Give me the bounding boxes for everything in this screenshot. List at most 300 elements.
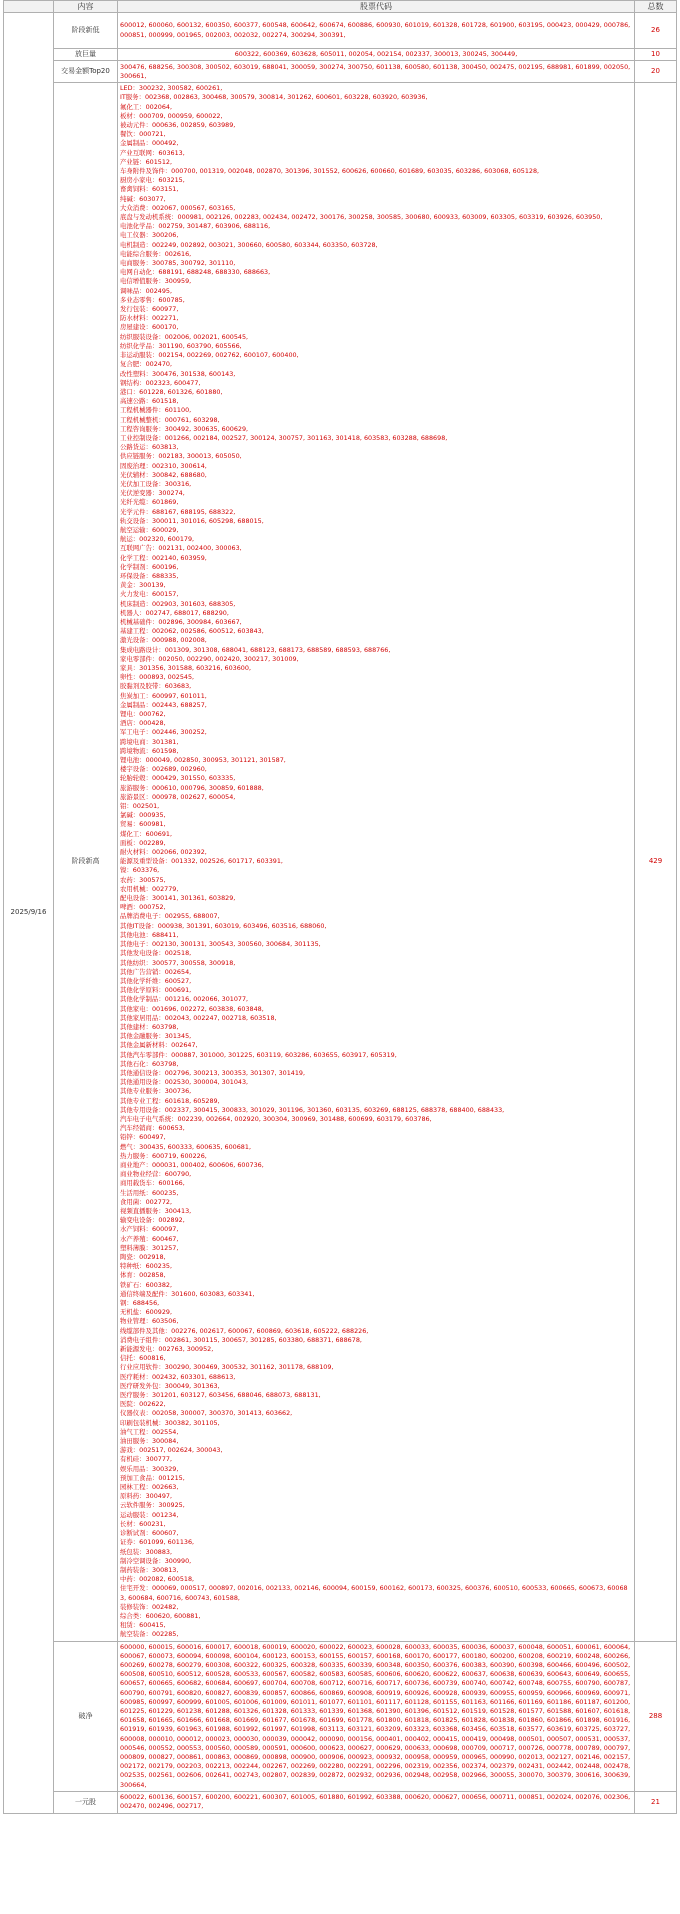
industry-codes: 600235, bbox=[151, 1188, 179, 1197]
industry-separator: ： bbox=[132, 1253, 140, 1261]
industry-line bbox=[120, 508, 632, 517]
industry-line bbox=[120, 1492, 632, 1501]
industry-line bbox=[120, 692, 632, 701]
industry-line bbox=[120, 784, 632, 793]
industry-name: 新能源发电 bbox=[120, 1345, 152, 1354]
industry-codes: 002896, 300984, 603667, bbox=[158, 617, 242, 626]
industry-separator: ： bbox=[151, 1501, 159, 1510]
industry-line bbox=[120, 1124, 632, 1133]
industry-line bbox=[120, 701, 632, 710]
industry-separator: ： bbox=[132, 1519, 140, 1528]
industry-line bbox=[120, 894, 632, 903]
industry-separator: ： bbox=[139, 1262, 146, 1271]
industry-name: 机器人 bbox=[120, 608, 140, 617]
industry-name: 商用载货车 bbox=[120, 1179, 152, 1188]
industry-separator: ： bbox=[145, 1225, 152, 1234]
industry-name: 黄金 bbox=[120, 581, 133, 590]
industry-codes: 002903, 301603, 688305, bbox=[151, 599, 236, 608]
industry-name: 固废治理 bbox=[120, 461, 146, 470]
industry-name: 其他家电 bbox=[120, 1004, 146, 1013]
industry-separator: ： bbox=[139, 1547, 146, 1556]
industry-name: 锂电池 bbox=[120, 756, 140, 765]
industry-separator: ： bbox=[158, 912, 165, 921]
industry-codes: 002858, bbox=[139, 1271, 166, 1280]
industry-separator: ： bbox=[145, 1510, 152, 1519]
industry-separator: ： bbox=[158, 1032, 165, 1041]
industry-separator: ： bbox=[151, 295, 159, 304]
industry-codes: 002067, 000567, 603165, bbox=[151, 203, 236, 212]
industry-separator: ： bbox=[158, 1096, 165, 1105]
industry-separator: ： bbox=[145, 1483, 152, 1492]
industry-codes: 301381, bbox=[151, 737, 179, 746]
industry-codes: 300476, 301538, 600143, bbox=[151, 369, 236, 378]
industry-separator: ： bbox=[132, 581, 140, 590]
industry-name: 工程机械器件 bbox=[120, 406, 159, 415]
industry-codes: 002310, 300614, bbox=[151, 461, 207, 470]
industry-codes: 002271, bbox=[151, 314, 179, 323]
industry-line bbox=[120, 1557, 632, 1566]
industry-name: 其他金属新材料 bbox=[120, 1041, 165, 1050]
industry-name: 其他专业工程 bbox=[120, 1096, 159, 1105]
industry-line bbox=[120, 756, 632, 765]
industry-line bbox=[120, 839, 632, 848]
industry-name: 高速公路 bbox=[120, 397, 146, 406]
industry-codes: 301600, 603083, 603341, bbox=[171, 1289, 255, 1298]
industry-codes: 603613, bbox=[158, 148, 185, 157]
industry-line bbox=[120, 673, 632, 682]
industry-codes: 002323, 600477, bbox=[145, 378, 201, 387]
industry-codes: 600977, bbox=[151, 305, 179, 314]
industry-separator: ： bbox=[145, 765, 152, 774]
industry-codes: 301356, 301588, 603216, 603600, bbox=[139, 664, 251, 672]
industry-separator: ： bbox=[151, 489, 159, 498]
industry-line bbox=[120, 554, 632, 563]
industry-name: 油田服务 bbox=[120, 1437, 146, 1446]
industry-line bbox=[120, 149, 632, 158]
industry-separator: ： bbox=[145, 516, 152, 525]
industry-name: 铝 bbox=[120, 802, 127, 811]
total-cell: 288 bbox=[635, 1641, 677, 1791]
industry-line bbox=[120, 1621, 632, 1630]
industry-separator: ： bbox=[145, 1602, 152, 1611]
header-codes: 股票代码 bbox=[118, 1, 635, 13]
industry-separator: ： bbox=[145, 1427, 152, 1436]
industry-separator: ： bbox=[145, 1529, 152, 1538]
industry-separator: ： bbox=[158, 1087, 165, 1096]
industry-codes: 601598, bbox=[151, 746, 179, 755]
industry-separator: ： bbox=[139, 1197, 146, 1206]
industry-line bbox=[120, 811, 632, 820]
industry-name: 底盘与发动机系统 bbox=[120, 213, 172, 222]
industry-codes: 002796, 300213, 300353, 301307, 301419, bbox=[164, 1068, 305, 1077]
industry-separator: ： bbox=[151, 341, 159, 350]
industry-line bbox=[120, 241, 632, 250]
industry-line bbox=[120, 1179, 632, 1188]
industry-separator: ： bbox=[145, 1243, 152, 1252]
industry-separator: ： bbox=[145, 231, 152, 240]
industry-separator: ： bbox=[132, 719, 140, 728]
industry-name: 其他IT设备 bbox=[120, 921, 152, 930]
industry-codes: 688411, bbox=[151, 930, 179, 939]
industry-codes: 002446, 300252, bbox=[151, 728, 207, 737]
industry-codes: 300842, 688680, bbox=[151, 470, 207, 479]
industry-name: 防水材料 bbox=[120, 314, 146, 323]
industry-separator: ： bbox=[145, 397, 152, 406]
industry-line bbox=[120, 949, 632, 958]
industry-separator: ： bbox=[145, 1022, 152, 1031]
industry-separator: ： bbox=[145, 627, 152, 636]
industry-codes: 300435, 600333, 600635, 600681, bbox=[139, 1142, 251, 1151]
industry-codes: 300011, 301016, 605298, 688015, bbox=[151, 516, 264, 525]
industry-name: 线缆部件及其他 bbox=[120, 1326, 165, 1335]
industry-separator: ： bbox=[132, 387, 140, 396]
industry-codes: 001215, bbox=[158, 1473, 185, 1482]
industry-name: 视频直播服务 bbox=[120, 1206, 159, 1215]
industry-codes: 600170, bbox=[151, 323, 179, 332]
industry-line bbox=[120, 1382, 632, 1391]
industry-line bbox=[120, 452, 632, 461]
industry-codes: 002517, 002624, 300043, bbox=[139, 1446, 223, 1455]
industry-name: 其他通信设备 bbox=[120, 1068, 159, 1077]
industry-name: 集成电路设计 bbox=[120, 645, 159, 654]
industry-line bbox=[120, 1446, 632, 1455]
industry-separator: ： bbox=[158, 332, 165, 341]
industry-separator: ： bbox=[158, 1078, 165, 1087]
industry-codes: 300925, bbox=[158, 1501, 185, 1510]
industry-codes: 600929, bbox=[145, 1308, 172, 1317]
industry-line bbox=[120, 139, 632, 148]
industry-codes: 300316, bbox=[164, 479, 192, 488]
industry-codes: 300382, 301105, bbox=[164, 1418, 220, 1427]
industry-name: 中药 bbox=[120, 1575, 133, 1584]
industry-separator: ： bbox=[164, 857, 172, 866]
industry-name: 其他电子 bbox=[120, 940, 146, 949]
category-cell: 阶段新高 bbox=[54, 83, 118, 1641]
industry-name: 基建工程 bbox=[120, 627, 146, 636]
industry-line bbox=[120, 1170, 632, 1179]
industry-codes: 300274, bbox=[158, 489, 185, 498]
industry-separator: ： bbox=[132, 1133, 140, 1142]
industry-separator: ： bbox=[151, 452, 159, 461]
industry-line bbox=[120, 1520, 632, 1529]
industry-name: 装修装饰 bbox=[120, 1602, 146, 1611]
industry-line bbox=[120, 462, 632, 471]
industry-codes: 002006, 002021, 600545, bbox=[164, 332, 249, 341]
industry-separator: ： bbox=[151, 1179, 159, 1188]
industry-name: 多业态零售 bbox=[120, 295, 152, 304]
industry-codes: 601512, bbox=[145, 157, 172, 166]
industry-codes: 600097, bbox=[151, 1225, 179, 1234]
industry-name: 消费电子组件 bbox=[120, 1335, 159, 1344]
industry-separator: ： bbox=[139, 1308, 146, 1317]
industry-name: 其他专用设备 bbox=[120, 1105, 159, 1114]
industry-separator: ： bbox=[145, 139, 152, 148]
industry-separator: ： bbox=[151, 1345, 159, 1354]
industry-separator: ： bbox=[132, 1400, 140, 1409]
industry-name: 改性塑料 bbox=[120, 369, 146, 378]
industry-line bbox=[120, 627, 632, 636]
codes-cell: 600322, 600369, 603628, 605011, 002054, 002154, 002337, 300013, 300245, 300449, bbox=[118, 49, 635, 61]
industry-name: 原料药 bbox=[120, 1492, 140, 1501]
industry-line bbox=[120, 986, 632, 995]
industry-separator: ： bbox=[145, 461, 152, 470]
industry-line bbox=[120, 940, 632, 949]
total-cell: 10 bbox=[635, 49, 677, 61]
industry-separator: ： bbox=[132, 84, 139, 93]
industry-codes: 002285, bbox=[151, 1630, 179, 1639]
industry-separator: ： bbox=[158, 986, 165, 995]
industry-line bbox=[120, 876, 632, 885]
industry-name: 化学制剂 bbox=[120, 562, 146, 571]
industry-name: 运动服装 bbox=[120, 1510, 146, 1519]
industry-name: 耐火材料 bbox=[120, 848, 146, 857]
codes-cell: 300476, 688256, 300308, 300502, 603019, 688041, 300059, 300274, 300750, 601138, 600580, 601138, 300450, 002475, 002195, 688981, 601899, 002050, 300661, bbox=[118, 61, 635, 83]
industry-line bbox=[120, 1474, 632, 1483]
industry-separator: ： bbox=[158, 406, 165, 415]
industry-name: 物业管理 bbox=[120, 1317, 146, 1326]
industry-name: 工程机械整机 bbox=[120, 415, 159, 424]
industry-separator: ： bbox=[158, 645, 165, 654]
industry-line bbox=[120, 443, 632, 452]
industry-name: 焦炭加工 bbox=[120, 691, 146, 700]
industry-line bbox=[120, 977, 632, 986]
industry-separator: ： bbox=[132, 664, 140, 672]
industry-separator: ： bbox=[132, 194, 140, 203]
industry-name: 面板 bbox=[120, 838, 133, 847]
industry-name: 光纤光缆 bbox=[120, 498, 146, 507]
industry-codes: 001266, 002184, 002527, 300124, 300757, 301163, 301418, 603583, 603288, 688698, bbox=[164, 433, 448, 442]
industry-line bbox=[120, 1097, 632, 1106]
industry-line bbox=[120, 1501, 632, 1510]
industry-separator: ： bbox=[132, 1446, 140, 1455]
industry-line bbox=[120, 1538, 632, 1547]
industry-codes: 002130, 300131, 300543, 300560, 300684, 301135, bbox=[151, 940, 321, 949]
industry-name: 医疗服务 bbox=[120, 1391, 146, 1400]
industry-line bbox=[120, 416, 632, 425]
industry-line bbox=[120, 682, 632, 691]
industry-line bbox=[120, 1363, 632, 1372]
table-row bbox=[4, 83, 677, 1641]
industry-codes: 001696, 002272, 603838, 603848, bbox=[151, 1004, 264, 1013]
industry-line bbox=[120, 1575, 632, 1584]
industry-codes: 002495, bbox=[145, 286, 172, 295]
industry-separator: ： bbox=[158, 976, 165, 985]
industry-name: 配电设备 bbox=[120, 894, 146, 903]
industry-name: 其他石化 bbox=[120, 1059, 146, 1068]
industry-separator: ： bbox=[132, 1575, 140, 1584]
industry-separator: ： bbox=[145, 1151, 152, 1160]
industry-name: 楼宇设备 bbox=[120, 765, 146, 774]
category-cell: 破净 bbox=[54, 1641, 118, 1791]
industry-separator: ： bbox=[158, 1105, 165, 1114]
table-row bbox=[4, 1791, 677, 1813]
industry-name: 大众消费 bbox=[120, 203, 146, 212]
industry-codes: 002368, 002863, 300468, 300579, 300814, 301262, 600601, 603228, 603920, 603936, bbox=[144, 93, 428, 102]
industry-name: 其他专业服务 bbox=[120, 1087, 159, 1096]
industry-name: 其他建材 bbox=[120, 1022, 146, 1031]
industry-line bbox=[120, 802, 632, 811]
industry-name: 塑料薄膜 bbox=[120, 1243, 146, 1252]
industry-name: 机械基础件 bbox=[120, 617, 152, 626]
industry-name: 金属制品 bbox=[120, 139, 146, 148]
industry-codes: 601518, bbox=[151, 397, 179, 406]
industry-name: 钢 bbox=[120, 1299, 127, 1308]
industry-name: 氯碱 bbox=[120, 811, 133, 820]
industry-codes: 000610, 000796, 300859, 601888, bbox=[151, 783, 264, 792]
industry-separator: ： bbox=[132, 811, 140, 820]
industry-separator: ： bbox=[126, 1299, 133, 1308]
industry-name: 轨交设备 bbox=[120, 516, 146, 525]
industry-name: 汽车经销商 bbox=[120, 1124, 152, 1133]
industry-line bbox=[120, 1225, 632, 1234]
industry-codes: 603506, bbox=[151, 1317, 179, 1326]
industry-codes: 300813, bbox=[151, 1565, 179, 1574]
industry-line bbox=[120, 1529, 632, 1538]
industry-line bbox=[120, 747, 632, 756]
industry-line bbox=[120, 1317, 632, 1326]
industry-line bbox=[120, 1032, 632, 1041]
industry-codes: 002337, 300415, 300833, 301029, 301196, 301360, 603135, 603269, 688125, 688378, 688400, 688433, bbox=[164, 1105, 505, 1114]
industry-codes: 300777, bbox=[145, 1455, 172, 1464]
industry-line bbox=[120, 590, 632, 599]
industry-codes: 002443, 688257, bbox=[151, 700, 207, 709]
industry-separator: ： bbox=[138, 93, 145, 102]
industry-line bbox=[120, 1584, 632, 1602]
industry-name: 其他金融服务 bbox=[120, 1032, 159, 1041]
industry-name: 镍 bbox=[120, 866, 127, 875]
industry-line bbox=[120, 535, 632, 544]
industry-separator: ： bbox=[145, 498, 152, 507]
industry-codes: 300232, 300582, 600261, bbox=[138, 84, 223, 93]
industry-separator: ： bbox=[158, 1363, 165, 1372]
industry-name: 供应链服务 bbox=[120, 452, 152, 461]
industry-name: 铁矿石 bbox=[120, 1280, 140, 1289]
industry-separator: ： bbox=[145, 700, 152, 709]
industry-name: 航空装备 bbox=[120, 1630, 146, 1639]
industry-name: 家电零部件 bbox=[120, 654, 152, 663]
industry-name: 其他化学纤维 bbox=[120, 976, 159, 985]
industry-line bbox=[120, 1143, 632, 1152]
industry-codes: 600785, bbox=[158, 295, 185, 304]
industry-line bbox=[120, 1005, 632, 1014]
industry-name: 公路货运 bbox=[120, 443, 146, 452]
industry-line bbox=[120, 406, 632, 415]
industry-line bbox=[120, 1603, 632, 1612]
industry-line bbox=[120, 848, 632, 857]
industry-codes: 002554, bbox=[151, 1427, 179, 1436]
total-cell: 26 bbox=[635, 13, 677, 49]
industry-separator: ： bbox=[151, 1216, 159, 1225]
industry-separator: ： bbox=[139, 1611, 146, 1620]
industry-codes: 002759, 301487, 603906, 688116, bbox=[158, 222, 271, 231]
industry-codes: 603798, bbox=[151, 1022, 179, 1031]
industry-line bbox=[120, 1483, 632, 1492]
industry-codes: 603151, bbox=[151, 185, 179, 194]
industry-codes: 601228, 601326, 601880, bbox=[139, 387, 223, 396]
industry-separator: ： bbox=[158, 1206, 165, 1215]
industry-line bbox=[120, 544, 632, 553]
industry-name: 品牌消费电子 bbox=[120, 912, 159, 921]
industry-separator: ： bbox=[145, 691, 152, 700]
industry-line bbox=[120, 1299, 632, 1308]
industry-line bbox=[120, 1419, 632, 1428]
industry-name: 电机制造 bbox=[120, 240, 146, 249]
industry-codes: 300290, 300469, 300532, 301162, 301178, 688109, bbox=[164, 1363, 334, 1372]
industry-separator: ： bbox=[164, 1041, 172, 1050]
industry-separator: ： bbox=[158, 424, 165, 433]
industry-separator: ： bbox=[158, 1335, 165, 1344]
industry-name: 光伏逆变器 bbox=[120, 489, 152, 498]
industry-line bbox=[120, 1548, 632, 1557]
industry-line bbox=[120, 130, 632, 139]
industry-separator: ： bbox=[145, 792, 152, 801]
industry-separator: ： bbox=[145, 121, 152, 130]
industry-codes: 001234, bbox=[151, 1510, 179, 1519]
industry-line bbox=[120, 830, 632, 839]
industry-codes: 600691, bbox=[145, 829, 172, 838]
industry-line bbox=[120, 195, 632, 204]
industry-codes: 300413, bbox=[164, 1206, 192, 1215]
industry-name: 水产饲料 bbox=[120, 1225, 146, 1234]
industry-separator: ： bbox=[132, 535, 140, 544]
industry-line bbox=[120, 112, 632, 121]
industry-line bbox=[120, 710, 632, 719]
industry-name: 其他广告营销 bbox=[120, 967, 159, 976]
industry-codes: 002518, bbox=[164, 949, 192, 958]
category-cell: 交易金额Top20 bbox=[54, 61, 118, 83]
industry-separator: ： bbox=[145, 1565, 152, 1574]
industry-line bbox=[120, 1336, 632, 1345]
industry-name: 其他化学原料 bbox=[120, 986, 159, 995]
industry-name: 通信终端及配件 bbox=[120, 1289, 165, 1298]
industry-codes: 002140, 603959, bbox=[151, 553, 207, 562]
industry-separator: ： bbox=[145, 525, 152, 534]
industry-codes: 301345, bbox=[164, 1032, 192, 1041]
industry-name: 电工仪器 bbox=[120, 231, 146, 240]
industry-name: 电池化学品 bbox=[120, 222, 152, 231]
industry-codes: 002779, bbox=[151, 884, 179, 893]
industry-separator: ： bbox=[158, 277, 165, 286]
industry-line bbox=[120, 1207, 632, 1216]
industry-codes: 002050, 002290, 002420, 300217, 301009, bbox=[158, 654, 299, 663]
industry-separator: ： bbox=[132, 130, 140, 139]
industry-line bbox=[120, 1327, 632, 1336]
industry-separator: ： bbox=[151, 351, 159, 360]
industry-separator: ： bbox=[145, 894, 152, 903]
industry-separator: ： bbox=[139, 286, 146, 295]
industry-name: 特种纸 bbox=[120, 1262, 140, 1271]
industry-codes: 600620, 600881, bbox=[145, 1611, 201, 1620]
industry-separator: ： bbox=[139, 360, 146, 369]
industry-codes: 002654, bbox=[164, 967, 192, 976]
industry-line bbox=[120, 1087, 632, 1096]
industry-line bbox=[120, 1271, 632, 1280]
industry-line bbox=[120, 360, 632, 369]
industry-separator: ： bbox=[139, 1280, 146, 1289]
industry-separator: ： bbox=[151, 148, 159, 157]
industry-line bbox=[120, 793, 632, 802]
industry-name: 电信增值服务 bbox=[120, 277, 159, 286]
industry-line bbox=[120, 259, 632, 268]
industry-codes: 300959, bbox=[164, 277, 192, 286]
industry-line bbox=[120, 1281, 632, 1290]
industry-separator: ： bbox=[145, 1188, 152, 1197]
industry-separator: ： bbox=[145, 746, 152, 755]
industry-line bbox=[120, 1161, 632, 1170]
category-cell: 一元股 bbox=[54, 1791, 118, 1813]
industry-codes: 002501, bbox=[132, 802, 160, 811]
industry-codes: 001309, 301308, 688041, 688123, 688173, 688589, 688593, 688766, bbox=[164, 645, 391, 654]
